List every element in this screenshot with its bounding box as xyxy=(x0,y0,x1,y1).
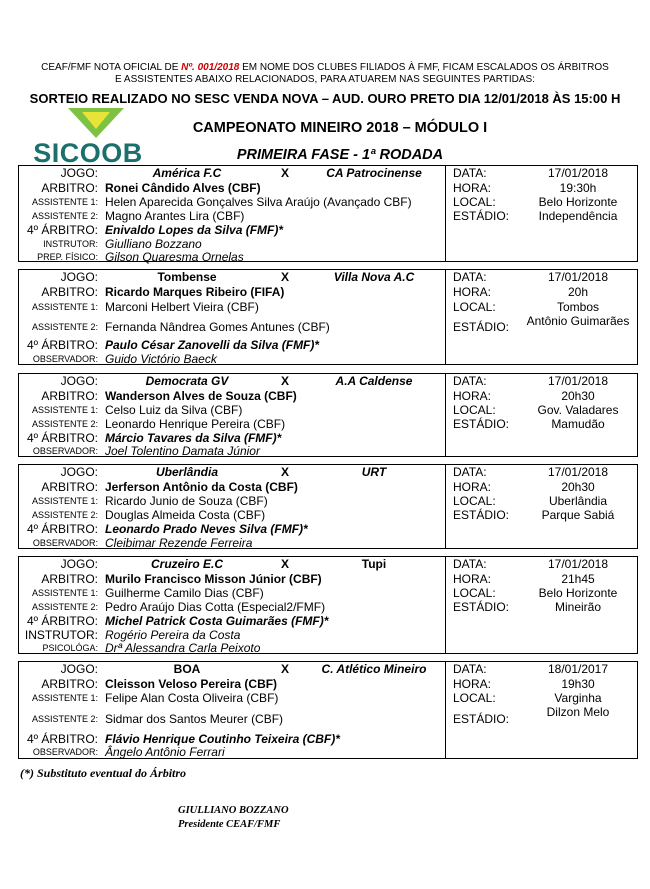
assistant-2: Leonardo Henrique Pereira (CBF) xyxy=(105,417,286,431)
hora-label: HORA: xyxy=(453,572,492,586)
match-time: 20h30 xyxy=(561,480,595,494)
away-team: URT xyxy=(361,465,387,479)
arbitro-label: ARBITRO: xyxy=(41,389,98,403)
assistente2-label: ASSISTENTE 2: xyxy=(31,322,98,332)
hora-label: HORA: xyxy=(453,677,492,691)
match-stadium: Independência xyxy=(538,209,618,223)
psicologa-label: PSICOLÓGA: xyxy=(42,643,98,653)
estadio-label: ESTÁDIO: xyxy=(453,600,510,614)
fourth-official: Enivaldo Lopes da Silva (FMF)* xyxy=(105,223,284,237)
data-label: DATA: xyxy=(453,557,487,571)
quarto-label: 4º ÁRBITRO: xyxy=(26,223,98,237)
footnote: (*) Substituto eventual do Árbitro xyxy=(20,766,187,780)
quarto-label: 4º ÁRBITRO: xyxy=(26,431,98,445)
match-stadium: Mineirão xyxy=(554,600,602,614)
arbitro-label: ARBITRO: xyxy=(41,677,98,691)
match-city: Tombos xyxy=(556,300,600,314)
home-team: Democrata GV xyxy=(145,374,229,388)
observador-label: OBSERVADOR: xyxy=(32,354,98,364)
versus-mark: X xyxy=(280,465,289,479)
championship-title: CAMPEONATO MINEIRO 2018 – MÓDULO I xyxy=(192,120,488,136)
versus-mark: X xyxy=(280,166,289,180)
referee: Wanderson Alves de Souza (CBF) xyxy=(105,389,297,403)
match-stadium: Antônio Guimarães xyxy=(526,314,630,328)
referee: Ricardo Marques Ribeiro (FIFA) xyxy=(105,285,285,299)
data-label: DATA: xyxy=(453,166,487,180)
assistente1-label: ASSISTENTE 1: xyxy=(31,302,98,312)
away-team: Villa Nova A.C xyxy=(333,270,415,284)
match-block xyxy=(18,165,638,262)
data-label: DATA: xyxy=(453,465,487,479)
local-label: LOCAL: xyxy=(453,195,496,209)
quarto-label: 4º ÁRBITRO: xyxy=(26,522,98,536)
versus-mark: X xyxy=(280,557,289,571)
referee: Cleisson Veloso Pereira (CBF) xyxy=(105,677,278,691)
signature-name: GIULLIANO BOZZANO xyxy=(178,805,289,816)
observer: Joel Tolentino Damata Júnior xyxy=(105,444,260,458)
jogo-label: JOGO: xyxy=(60,465,98,479)
observer: Cleibimar Rezende Ferreira xyxy=(105,536,253,550)
quarto-label: 4º ÁRBITRO: xyxy=(26,338,98,352)
psychologist: Drª Alessandra Carla Peixoto xyxy=(105,641,261,655)
estadio-label: ESTÁDIO: xyxy=(453,417,510,431)
match-time: 20h xyxy=(567,285,589,299)
estadio-label: ESTÁDIO: xyxy=(453,508,510,522)
estadio-label: ESTÁDIO: xyxy=(453,712,510,726)
assistant-1: Ricardo Junio de Souza (CBF) xyxy=(105,494,268,508)
assistant-2: Douglas Almeida Costa (CBF) xyxy=(105,508,266,522)
estadio-label: ESTÁDIO: xyxy=(453,320,510,334)
observer: Guido Victório Baeck xyxy=(105,352,217,366)
assistant-1: Celso Luiz da Silva (CBF) xyxy=(105,403,243,417)
assistant-1: Marconi Helbert Vieira (CBF) xyxy=(105,300,259,314)
match-block xyxy=(18,464,638,549)
intro-text xyxy=(10,62,640,86)
versus-mark: X xyxy=(280,662,289,676)
away-team: C. Atlético Mineiro xyxy=(321,662,427,676)
assistente2-label: ASSISTENTE 2: xyxy=(31,602,98,612)
jogo-label: JOGO: xyxy=(60,557,98,571)
assistente2-label: ASSISTENTE 2: xyxy=(31,419,98,429)
logo-wordmark: SICOOB xyxy=(33,138,143,166)
assistant-1: Felipe Alan Costa Oliveira (CBF) xyxy=(105,691,279,705)
assistant-2: Pedro Araújo Dias Cotta (Especial2/FMF) xyxy=(105,600,326,614)
phase-title: PRIMEIRA FASE - 1ª RODADA xyxy=(236,147,444,163)
match-city: Gov. Valadares xyxy=(537,403,619,417)
assistant-2: Fernanda Nândrea Gomes Antunes (CBF) xyxy=(105,320,330,334)
match-date: 17/01/2018 xyxy=(547,374,609,388)
match-city: Belo Horizonte xyxy=(538,586,618,600)
home-team: BOA xyxy=(173,662,201,676)
estadio-label: ESTÁDIO: xyxy=(453,209,510,223)
match-stadium: Mamudão xyxy=(551,417,605,431)
referee: Ronei Cândido Alves (CBF) xyxy=(105,181,261,195)
arbitro-label: ARBITRO: xyxy=(41,572,98,586)
assistente1-label: ASSISTENTE 1: xyxy=(31,693,98,703)
referee: Jerferson Antônio da Costa (CBF) xyxy=(105,480,298,494)
assistente2-label: ASSISTENTE 2: xyxy=(31,510,98,520)
fourth-official: Leonardo Prado Neves Silva (FMF)* xyxy=(105,522,308,536)
match-block xyxy=(18,269,638,365)
local-label: LOCAL: xyxy=(453,691,496,705)
match-block xyxy=(18,661,638,759)
observador-label: OBSERVADOR: xyxy=(32,747,98,757)
home-team: América F.C xyxy=(152,166,222,180)
match-date: 17/01/2018 xyxy=(547,270,609,284)
hora-label: HORA: xyxy=(453,389,492,403)
referee: Murilo Francisco Misson Júnior (CBF) xyxy=(105,572,322,586)
quarto-label: 4º ÁRBITRO: xyxy=(26,732,98,746)
assistente1-label: ASSISTENTE 1: xyxy=(31,588,98,598)
observer: Ângelo Antônio Ferrari xyxy=(105,745,225,759)
assistant-1: Helen Aparecida Gonçalves Silva Araújo (Avançado CBF) xyxy=(105,195,412,209)
arbitro-label: ARBITRO: xyxy=(41,480,98,494)
assistente2-label: ASSISTENTE 2: xyxy=(31,211,98,221)
assistant-1: Guilherme Camilo Dias (CBF) xyxy=(105,586,264,600)
assistant-2: Sidmar dos Santos Meurer (CBF) xyxy=(105,712,284,726)
away-team: Tupi xyxy=(361,557,387,571)
match-date: 17/01/2018 xyxy=(547,465,609,479)
fourth-official: Paulo César Zanovelli da Silva (FMF)* xyxy=(105,338,320,352)
match-time: 21h45 xyxy=(561,572,595,586)
match-time: 19h30 xyxy=(561,677,595,691)
away-team: CA Patrocinense xyxy=(326,166,422,180)
intro-text-line2: E ASSISTENTES ABAIXO RELACIONADOS, PARA ATUAREM NAS SEGUINTES PARTIDAS: xyxy=(115,74,535,85)
jogo-label: JOGO: xyxy=(60,166,98,180)
match-time: 19:30h xyxy=(559,181,597,195)
data-label: DATA: xyxy=(453,662,487,676)
versus-mark: X xyxy=(280,270,289,284)
match-city: Belo Horizonte xyxy=(538,195,618,209)
local-label: LOCAL: xyxy=(453,494,496,508)
match-stadium: Dilzon Melo xyxy=(546,705,610,719)
match-time: 20h30 xyxy=(561,389,595,403)
prep-label: PREP. FÍSICO: xyxy=(37,252,98,262)
assistente1-label: ASSISTENTE 1: xyxy=(31,405,98,415)
fourth-official: Flávio Henrique Coutinho Teixeira (CBF)* xyxy=(105,732,340,746)
draw-info: SORTEIO REALIZADO NO SESC VENDA NOVA – AUD. OURO PRETO DIA 12/01/2018 ÀS 15:00 H xyxy=(29,91,621,106)
match-date: 17/01/2018 xyxy=(547,166,609,180)
assistente1-label: ASSISTENTE 1: xyxy=(31,496,98,506)
match-block xyxy=(18,373,638,457)
local-label: LOCAL: xyxy=(453,403,496,417)
instructor: Rogério Pereira da Costa xyxy=(105,628,241,642)
assistente2-label: ASSISTENTE 2: xyxy=(31,714,98,724)
jogo-label: JOGO: xyxy=(60,270,98,284)
match-block xyxy=(18,556,638,654)
match-date: 18/01/2017 xyxy=(547,662,609,676)
home-team: Uberlândia xyxy=(155,465,218,479)
sicoob-logo xyxy=(18,108,158,166)
note-number: Nº. 001/2018 xyxy=(181,62,240,73)
hora-label: HORA: xyxy=(453,480,492,494)
match-stadium: Parque Sabiá xyxy=(541,508,615,522)
instrutor-label: INSTRUTOR: xyxy=(43,239,98,249)
jogo-label: JOGO: xyxy=(60,374,98,388)
versus-mark: X xyxy=(280,374,289,388)
assistant-2: Magno Arantes Lira (CBF) xyxy=(105,209,245,223)
home-team: Tombense xyxy=(157,270,217,284)
physical-trainer: Gilson Quaresma Ornelas xyxy=(105,250,244,264)
observador-label: OBSERVADOR: xyxy=(32,446,98,456)
away-team: A.A Caldense xyxy=(335,374,413,388)
local-label: LOCAL: xyxy=(453,300,496,314)
quarto-label: 4º ÁRBITRO: xyxy=(26,614,98,628)
instructor: Giulliano Bozzano xyxy=(105,237,202,251)
signature-title: Presidente CEAF/FMF xyxy=(178,819,281,830)
match-city: Varginha xyxy=(554,691,602,705)
hora-label: HORA: xyxy=(453,285,492,299)
match-city: Uberlândia xyxy=(548,494,608,508)
instrutor-label: INSTRUTOR: xyxy=(24,628,98,642)
observador-label: OBSERVADOR: xyxy=(32,538,98,548)
fourth-official: Michel Patrick Costa Guimarães (FMF)* xyxy=(105,614,329,628)
local-label: LOCAL: xyxy=(453,586,496,600)
home-team: Cruzeiro E.C xyxy=(150,557,223,571)
intro-text-b: EM NOME DOS CLUBES FILIADOS À FMF, FICAM ESCALADOS OS ÁRBITROS xyxy=(239,62,609,73)
assistente1-label: ASSISTENTE 1: xyxy=(31,197,98,207)
data-label: DATA: xyxy=(453,270,487,284)
hora-label: HORA: xyxy=(453,181,492,195)
data-label: DATA: xyxy=(453,374,487,388)
match-date: 17/01/2018 xyxy=(547,557,609,571)
intro-text-a: CEAF/FMF NOTA OFICIAL DE xyxy=(41,62,182,73)
arbitro-label: ARBITRO: xyxy=(41,181,98,195)
fourth-official: Márcio Tavares da Silva (FMF)* xyxy=(105,431,282,445)
jogo-label: JOGO: xyxy=(60,662,98,676)
arbitro-label: ARBITRO: xyxy=(41,285,98,299)
